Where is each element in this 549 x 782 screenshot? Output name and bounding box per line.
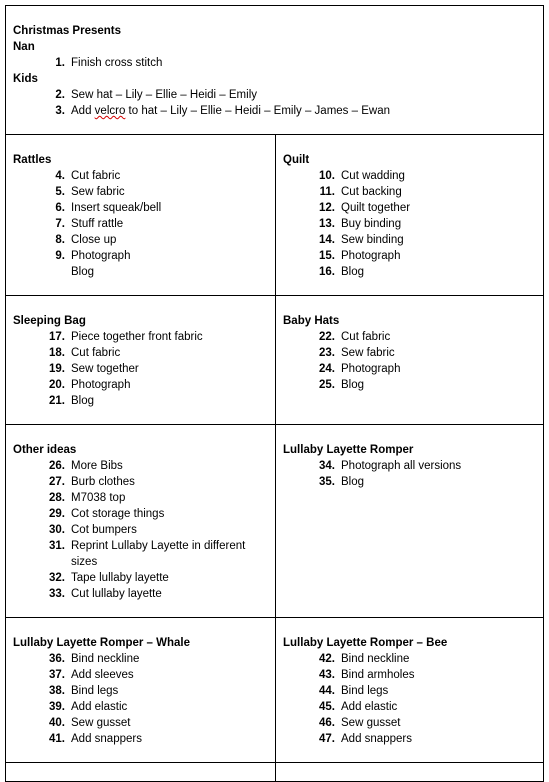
other-ideas-cell — [5, 424, 276, 618]
item-number: 32. — [49, 572, 65, 584]
item-number: 43. — [319, 669, 335, 681]
list-item — [13, 248, 268, 264]
item-number: 15. — [319, 250, 335, 262]
item-text: Cut fabric — [71, 170, 121, 182]
item-number: 12. — [319, 202, 335, 214]
item-number: 40. — [49, 717, 65, 729]
list-item — [13, 329, 268, 345]
item-number: 10. — [319, 170, 335, 182]
list-item — [13, 87, 536, 103]
item-number: 27. — [49, 476, 65, 488]
item-number: 47. — [319, 733, 335, 745]
section-title: Baby Hats — [283, 315, 340, 327]
list-item — [13, 232, 268, 248]
item-number: 24. — [319, 363, 335, 375]
item-text: Cut wadding — [341, 170, 405, 182]
item-text: Blog — [71, 395, 95, 407]
item-text: Piece together front fabric — [71, 331, 203, 343]
item-text-post: to hat – Lily – Ellie – Heidi – Emily – James – Ewan — [125, 105, 390, 117]
item-number: 11. — [319, 186, 335, 198]
section-title: Lullaby Layette Romper – Whale — [13, 637, 191, 649]
list-item — [13, 731, 268, 747]
spelling-flagged-word: velcro — [94, 105, 126, 117]
section-title: Lullaby Layette Romper — [283, 444, 414, 456]
item-number: 36. — [49, 653, 65, 665]
item-number: 45. — [319, 701, 335, 713]
item-text: M7038 top — [71, 492, 126, 504]
subsection-title-kids: Kids — [13, 73, 38, 85]
item-text: Add snappers — [71, 733, 142, 745]
item-text: Add elastic — [71, 701, 128, 713]
list-item — [283, 329, 536, 345]
item-text: Bind neckline — [341, 653, 410, 665]
list-item — [13, 651, 268, 667]
list-item — [13, 55, 536, 71]
item-text: Photograph — [341, 250, 401, 262]
list-item — [283, 667, 536, 683]
item-number: 20. — [49, 379, 65, 391]
lullaby-romper-list — [283, 458, 536, 490]
list-item — [13, 103, 536, 119]
item-number: 3. — [55, 105, 65, 117]
item-text: Cot bumpers — [71, 524, 137, 536]
item-text: Reprint Lullaby Layette in different sizes — [71, 540, 246, 568]
list-item — [13, 699, 268, 715]
item-text: Blog — [71, 266, 95, 278]
item-number: 14. — [319, 234, 335, 246]
document-page — [5, 5, 544, 775]
item-number: 39. — [49, 701, 65, 713]
item-number: 29. — [49, 508, 65, 520]
item-number: 31. — [49, 540, 65, 552]
list-item — [13, 490, 268, 506]
lullaby-romper-cell — [275, 424, 544, 618]
list-item — [283, 264, 536, 280]
item-text: Finish cross stitch — [71, 57, 163, 69]
baby-hats-cell — [275, 295, 544, 425]
list-item — [283, 216, 536, 232]
item-text: Add sleeves — [71, 669, 134, 681]
item-text: Quilt together — [341, 202, 411, 214]
item-number: 6. — [55, 202, 65, 214]
list-item — [13, 168, 268, 184]
item-number — [13, 264, 71, 280]
list-item — [283, 715, 536, 731]
item-number: 22. — [319, 331, 335, 343]
list-item — [283, 731, 536, 747]
list-item — [283, 248, 536, 264]
list-item — [13, 474, 268, 490]
romper-whale-list — [13, 651, 268, 747]
item-number: 2. — [55, 89, 65, 101]
list-item — [13, 345, 268, 361]
list-item — [283, 683, 536, 699]
list-item — [283, 361, 536, 377]
item-text: More Bibs — [71, 460, 123, 472]
nan-list — [13, 55, 536, 71]
item-number: 26. — [49, 460, 65, 472]
item-text: Sew hat – Lily – Ellie – Heidi – Emily — [71, 89, 257, 101]
list-item — [283, 474, 536, 490]
item-number: 34. — [319, 460, 335, 472]
item-text: Cut fabric — [71, 347, 121, 359]
item-text: Blog — [341, 266, 365, 278]
item-number: 35. — [319, 476, 335, 488]
subsection-title-nan: Nan — [13, 41, 35, 53]
item-text — [71, 103, 536, 119]
list-item — [13, 458, 268, 474]
item-text: Bind neckline — [71, 653, 140, 665]
item-number: 44. — [319, 685, 335, 697]
item-text: Tape lullaby layette — [71, 572, 169, 584]
list-item — [13, 667, 268, 683]
item-text: Add elastic — [341, 701, 398, 713]
list-item — [13, 715, 268, 731]
item-number: 5. — [55, 186, 65, 198]
item-number: 25. — [319, 379, 335, 391]
section-title: Quilt — [283, 154, 310, 166]
rattles-cell — [5, 134, 276, 296]
item-text: Bind legs — [71, 685, 119, 697]
item-text: Sew together — [71, 363, 139, 375]
item-number: 21. — [49, 395, 65, 407]
list-item — [283, 345, 536, 361]
item-text: Sew gusset — [341, 717, 401, 729]
list-item — [13, 570, 268, 586]
kids-list — [13, 87, 536, 119]
item-number: 33. — [49, 588, 65, 600]
list-item — [13, 264, 268, 280]
item-text: Photograph — [71, 250, 131, 262]
item-text: Blog — [341, 379, 365, 391]
item-number: 4. — [55, 170, 65, 182]
romper-whale-cell — [5, 617, 276, 763]
sleeping-bag-list — [13, 329, 268, 409]
section-title: Lullaby Layette Romper – Bee — [283, 637, 448, 649]
item-number: 7. — [55, 218, 65, 230]
list-item — [283, 699, 536, 715]
item-text-pre: Add — [71, 105, 95, 117]
item-text: Close up — [71, 234, 117, 246]
item-text: Bind legs — [341, 685, 389, 697]
section-title: Other ideas — [13, 444, 77, 456]
item-number: 38. — [49, 685, 65, 697]
item-number: 37. — [49, 669, 65, 681]
list-item — [13, 377, 268, 393]
rattles-list — [13, 168, 268, 280]
list-item — [13, 506, 268, 522]
item-text: Cut fabric — [341, 331, 391, 343]
item-text: Photograph — [71, 379, 131, 391]
item-number: 9. — [55, 250, 65, 262]
item-text: Cut backing — [341, 186, 402, 198]
item-text: Insert squeak/bell — [71, 202, 162, 214]
list-item — [283, 458, 536, 474]
list-item — [13, 393, 268, 409]
item-text: Stuff rattle — [71, 218, 124, 230]
christmas-presents-cell — [5, 5, 544, 135]
baby-hats-list — [283, 329, 536, 393]
section-title: Christmas Presents — [13, 25, 122, 37]
item-text: Photograph all versions — [341, 460, 462, 472]
section-title: Sleeping Bag — [13, 315, 86, 327]
item-number: 19. — [49, 363, 65, 375]
item-text: Bind armholes — [341, 669, 415, 681]
item-number: 18. — [49, 347, 65, 359]
list-item — [283, 377, 536, 393]
list-item — [283, 168, 536, 184]
item-text: Sew gusset — [71, 717, 131, 729]
item-number: 16. — [319, 266, 335, 278]
item-number: 41. — [49, 733, 65, 745]
list-item — [13, 683, 268, 699]
item-number: 42. — [319, 653, 335, 665]
item-text: Burb clothes — [71, 476, 135, 488]
quilt-list — [283, 168, 536, 280]
item-text: Photograph — [341, 363, 401, 375]
item-text: Add snappers — [341, 733, 412, 745]
item-number: 1. — [55, 57, 65, 69]
item-text: Sew binding — [341, 234, 404, 246]
list-item — [13, 184, 268, 200]
list-item — [13, 522, 268, 538]
section-title: Rattles — [13, 154, 52, 166]
quilt-cell — [275, 134, 544, 296]
item-number: 30. — [49, 524, 65, 536]
item-text: Blog — [341, 476, 365, 488]
list-item — [13, 586, 268, 602]
list-item — [283, 651, 536, 667]
item-number: 13. — [319, 218, 335, 230]
list-item — [283, 232, 536, 248]
item-text: Cot storage things — [71, 508, 165, 520]
romper-bee-list — [283, 651, 536, 747]
item-number: 28. — [49, 492, 65, 504]
next-row-cell-left — [5, 762, 276, 782]
romper-bee-cell — [275, 617, 544, 763]
other-ideas-list — [13, 458, 268, 602]
list-item — [13, 538, 268, 570]
list-item — [13, 361, 268, 377]
item-number: 46. — [319, 717, 335, 729]
item-text: Sew fabric — [341, 347, 395, 359]
sleeping-bag-cell — [5, 295, 276, 425]
item-number: 17. — [49, 331, 65, 343]
item-number: 23. — [319, 347, 335, 359]
item-text: Cut lullaby layette — [71, 588, 162, 600]
list-item — [13, 216, 268, 232]
item-text: Sew fabric — [71, 186, 125, 198]
next-row-cell-right — [275, 762, 544, 782]
list-item — [13, 200, 268, 216]
item-number: 8. — [55, 234, 65, 246]
list-item — [283, 184, 536, 200]
item-text: Buy binding — [341, 218, 402, 230]
list-item — [283, 200, 536, 216]
